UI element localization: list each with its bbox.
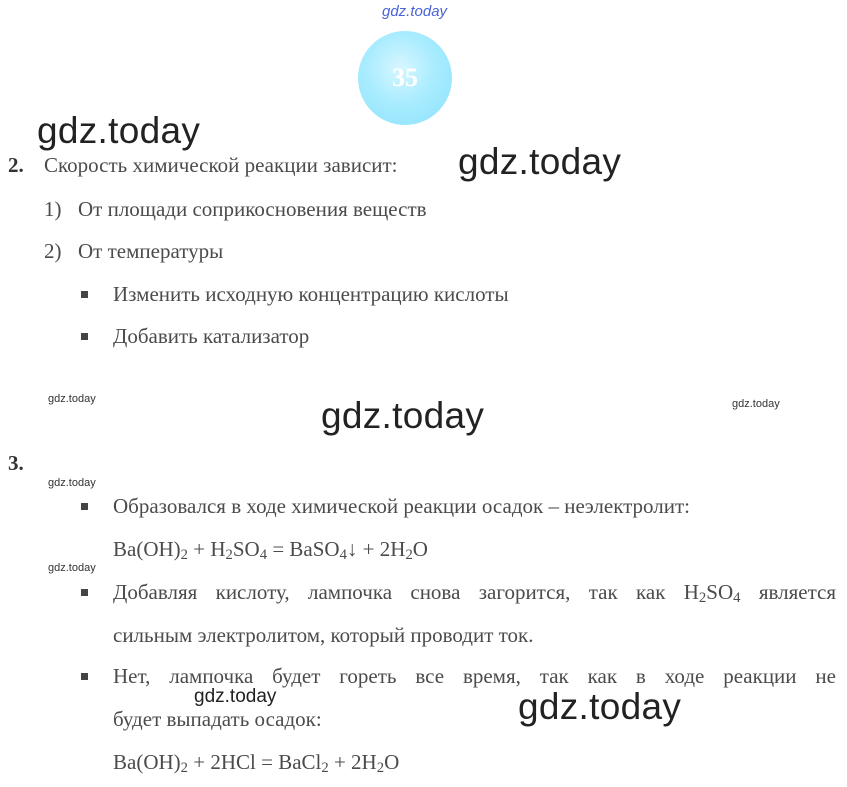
watermark-large: gdz.today — [37, 110, 201, 151]
watermark-small: gdz.today — [48, 477, 96, 489]
list-item-number: 2) — [44, 239, 62, 263]
list-item-text: От площади соприкосновения веществ — [78, 197, 427, 221]
bullet-text: Добавить катализатор — [113, 324, 310, 348]
bullet-text: Нет, лампочка будет гореть все время, так как в ходе реакции не — [113, 664, 836, 688]
bullet-icon — [81, 503, 88, 510]
bullet-text: Изменить исходную концентрацию кислоты — [113, 282, 509, 306]
watermark-medium: gdz.today — [194, 686, 277, 707]
bullet-icon — [81, 333, 88, 340]
equation-1: $Ba(OH)_2 + H_2SO_4$ = BaSO$_4$↓ + $2H_2O$ — [113, 537, 428, 563]
bullet-icon — [81, 673, 88, 680]
list-item-number: 1) — [44, 197, 62, 221]
bullet-icon — [81, 291, 88, 298]
watermark-large: gdz.today — [458, 141, 622, 182]
watermark-top: gdz.today — [382, 3, 448, 20]
bullet-text-continuation: будет выпадать осадок: — [113, 707, 322, 731]
bullet-icon — [81, 589, 88, 596]
watermark-large: gdz.today — [321, 395, 485, 436]
watermark-small: gdz.today — [732, 398, 780, 410]
bullet-text-continuation: сильным электролитом, который проводит ток. — [113, 623, 534, 647]
bullet-text: Образовался в ходе химической реакции осадок – неэлектролит: — [113, 494, 691, 518]
watermark-small: gdz.today — [48, 393, 96, 405]
bullet-text: Добавляя кислоту, лампочка снова загорится, так как $H_2SO_4$ является — [113, 580, 836, 606]
list-item-text: От температуры — [78, 239, 224, 263]
equation-2: $Ba(OH)_2 + 2HCl$ = BaCl$_2$ + $2H_2O$ — [113, 750, 400, 776]
watermark-small: gdz.today — [48, 562, 96, 574]
page-number-badge — [358, 31, 452, 125]
task-3-number: 3. — [8, 451, 24, 475]
task-2-intro: Скорость химической реакции зависит: — [44, 153, 398, 177]
page-number: 35 — [392, 63, 418, 92]
task-2-number: 2. — [8, 153, 24, 177]
watermark-large: gdz.today — [518, 686, 682, 727]
